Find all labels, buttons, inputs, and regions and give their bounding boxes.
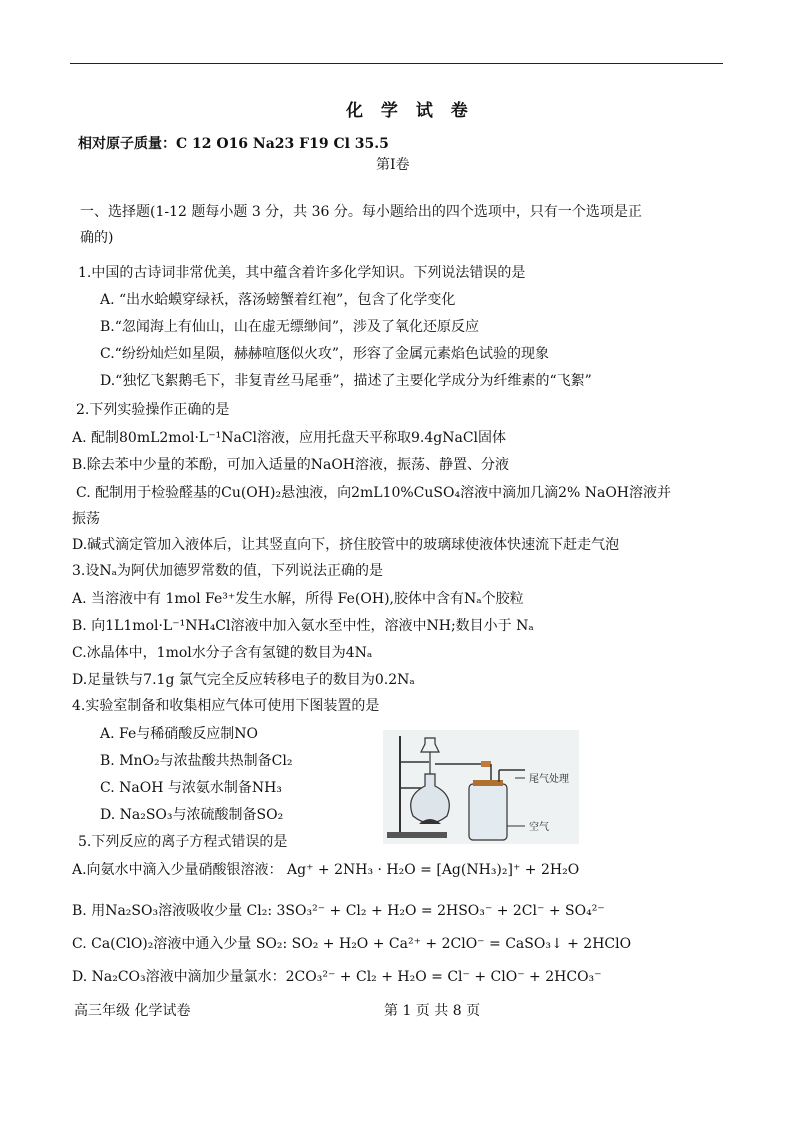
q5-option-b: B. 用Na₂SO₃溶液吸收少量 Cl₂: 3SO₃²⁻ + Cl₂ + H₂O = 2HSO₃⁻ + 2Cl⁻ + SO₄²⁻ bbox=[72, 903, 605, 919]
q2-option-b: B.除去苯中少量的苯酚，可加入适量的NaOH溶液，振荡、静置、分液 bbox=[72, 457, 510, 473]
apparatus-diagram bbox=[383, 730, 579, 844]
q5-option-a: A.向氨水中滴入少量硝酸银溶液： Ag⁺ + 2NH₃ · H₂O = [Ag(NH₃)₂]⁺ + 2H₂O bbox=[72, 862, 580, 878]
q1-option-d: D.“独忆飞絮鹅毛下，非复青丝马尾垂”，描述了主要化学成分为纤维素的“飞絮” bbox=[100, 373, 592, 389]
q1-option-b: B.“忽闻海上有仙山，山在虚无缥缈间”，涉及了氧化还原反应 bbox=[100, 319, 480, 335]
q4-stem: 4.实验室制备和收集相应气体可使用下图装置的是 bbox=[72, 698, 380, 714]
q2-option-a: A. 配制80mL2mol·L⁻¹NaCl溶液，应用托盘天平称取9.4gNaCl固体 bbox=[72, 430, 507, 446]
q1-option-c: C.“纷纷灿烂如星陨，赫赫喧豗似火攻”，形容了金属元素焰色试验的现象 bbox=[100, 346, 549, 362]
q5-option-d: D. Na₂CO₃溶液中滴加少量氯水：2CO₃²⁻ + Cl₂ + H₂O = Cl⁻ + ClO⁻ + 2HCO₃⁻ bbox=[72, 969, 602, 985]
air-label: 空气 bbox=[529, 822, 549, 833]
q3-option-b: B. 向1L1mol·L⁻¹NH₄Cl溶液中加入氨水至中性，溶液中NH;数目小于 Nₐ bbox=[72, 618, 534, 634]
q1-option-a: A. “出水蛤蟆穿绿袄，落汤螃蟹着红袍”，包含了化学变化 bbox=[100, 292, 456, 308]
section-heading-line2: 确的) bbox=[80, 230, 114, 246]
q2-option-c-line2: 振荡 bbox=[72, 511, 100, 527]
atomic-mass-line: 相对原子质量：C 12 O16 Na23 F19 Cl 35.5 bbox=[78, 136, 389, 152]
q4-option-c: C. NaOH 与浓氨水制备NH₃ bbox=[100, 780, 282, 796]
q3-option-d: D.足量铁与7.1g 氯气完全反应转移电子的数目为0.2Nₐ bbox=[72, 672, 415, 688]
footer-page-number: 第 1 页 共 8 页 bbox=[384, 1003, 481, 1019]
q4-option-d: D. Na₂SO₃与浓硫酸制备SO₂ bbox=[100, 807, 284, 823]
tail-gas-label: 尾气处理 bbox=[529, 774, 569, 785]
q2-option-d: D.碱式滴定管加入液体后，让其竖直向下，挤住胶管中的玻璃球使液体快速流下赶走气泡 bbox=[72, 537, 620, 553]
header-rule bbox=[70, 63, 723, 64]
q5-stem: 5.下列反应的离子方程式错误的是 bbox=[78, 834, 288, 850]
q4-option-a: A. Fe与稀硝酸反应制NO bbox=[100, 726, 258, 742]
q1-stem: 1.中国的古诗词非常优美，其中蕴含着许多化学知识。下列说法错误的是 bbox=[78, 265, 526, 281]
q2-stem: 2.下列实验操作正确的是 bbox=[76, 402, 230, 418]
footer-left: 高三年级 化学试卷 bbox=[74, 1003, 191, 1019]
q3-option-a: A. 当溶液中有 1mol Fe³⁺发生水解，所得 Fe(OH),胶体中含有Nₐ个胶粒 bbox=[72, 591, 524, 607]
q3-option-c: C.冰晶体中，1mol水分子含有氢键的数目为4Nₐ bbox=[72, 645, 373, 661]
volume-label: 第Ⅰ卷 bbox=[376, 157, 410, 173]
q2-option-c-line1: C. 配制用于检验醛基的Cu(OH)₂悬浊液，向2mL10%CuSO₄溶液中滴加几滴2% NaOH溶液并 bbox=[76, 485, 672, 501]
q5-option-c: C. Ca(ClO)₂溶液中通入少量 SO₂: SO₂ + H₂O + Ca²⁺ + 2ClO⁻ = CaSO₃↓ + 2HClO bbox=[72, 936, 632, 952]
page-title: 化 学 试 卷 bbox=[346, 101, 474, 121]
section-heading-line1: 一、选择题(1-12 题每小题 3 分，共 36 分。每小题给出的四个选项中，只有一个选项是正 bbox=[80, 204, 642, 220]
q4-option-b: B. MnO₂与浓盐酸共热制备Cl₂ bbox=[100, 753, 293, 769]
q3-stem: 3.设Nₐ为阿伏加德罗常数的值，下列说法正确的是 bbox=[72, 563, 384, 579]
